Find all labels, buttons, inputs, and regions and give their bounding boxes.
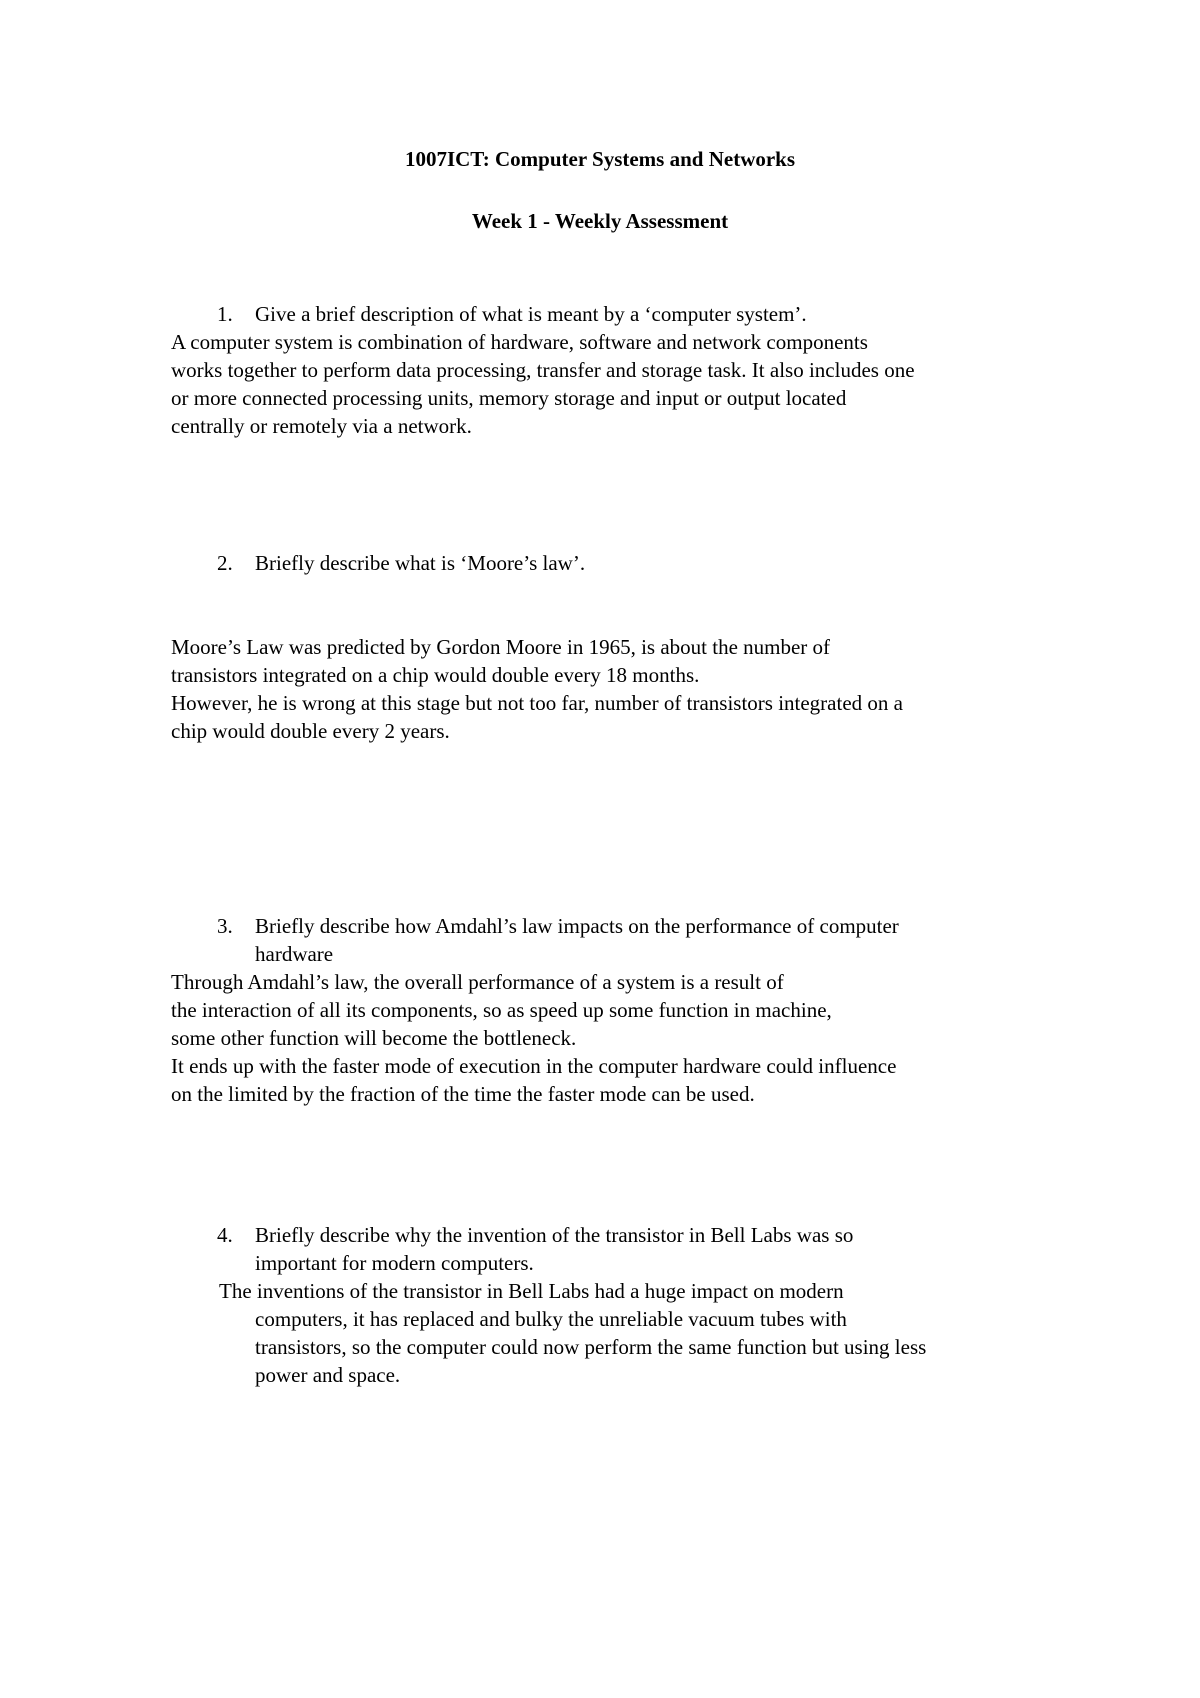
question-number: 2. <box>217 551 233 575</box>
answer-line: A computer system is combination of hardware, software and network components <box>171 330 868 354</box>
answer-line: power and space. <box>255 1363 401 1387</box>
answer-line: centrally or remotely via a network. <box>171 414 472 438</box>
question-text: Give a brief description of what is meant by a ‘computer system’. <box>255 302 807 326</box>
answer-line: some other function will become the bottleneck. <box>171 1026 577 1050</box>
question-text: hardware <box>255 942 334 966</box>
answer-line: transistors integrated on a chip would double every 18 months. <box>171 663 700 687</box>
question-text: important for modern computers. <box>255 1251 534 1275</box>
question-number: 1. <box>217 302 233 326</box>
answer-line: the interaction of all its components, so as speed up some function in machine, <box>171 998 832 1022</box>
answer-line: Through Amdahl’s law, the overall performance of a system is a result of <box>171 970 784 994</box>
answer-line: Moore’s Law was predicted by Gordon Moore in 1965, is about the number of <box>171 635 831 659</box>
answer-line: chip would double every 2 years. <box>171 719 450 743</box>
document-subtitle: Week 1 - Weekly Assessment <box>471 209 729 233</box>
answer-line: works together to perform data processing, transfer and storage task. It also includes one <box>171 358 915 382</box>
answer-line: However, he is wrong at this stage but not too far, number of transistors integrated on a <box>171 691 903 715</box>
answer-line: It ends up with the faster mode of execution in the computer hardware could influence <box>171 1054 897 1078</box>
answer-line: The inventions of the transistor in Bell Labs had a huge impact on modern <box>219 1279 844 1303</box>
answer-line: on the limited by the fraction of the time the faster mode can be used. <box>171 1082 755 1106</box>
question-text: Briefly describe how Amdahl’s law impacts on the performance of computer <box>255 914 899 938</box>
answer-line: computers, it has replaced and bulky the unreliable vacuum tubes with <box>255 1307 847 1331</box>
answer-line: transistors, so the computer could now perform the same function but using less <box>255 1335 927 1359</box>
document-title: 1007ICT: Computer Systems and Networks <box>404 147 796 171</box>
question-number: 3. <box>217 914 233 938</box>
question-text: Briefly describe what is ‘Moore’s law’. <box>255 551 586 575</box>
answer-line: or more connected processing units, memory storage and input or output located <box>171 386 847 410</box>
question-number: 4. <box>217 1223 233 1247</box>
question-text: Briefly describe why the invention of the transistor in Bell Labs was so <box>255 1223 854 1247</box>
